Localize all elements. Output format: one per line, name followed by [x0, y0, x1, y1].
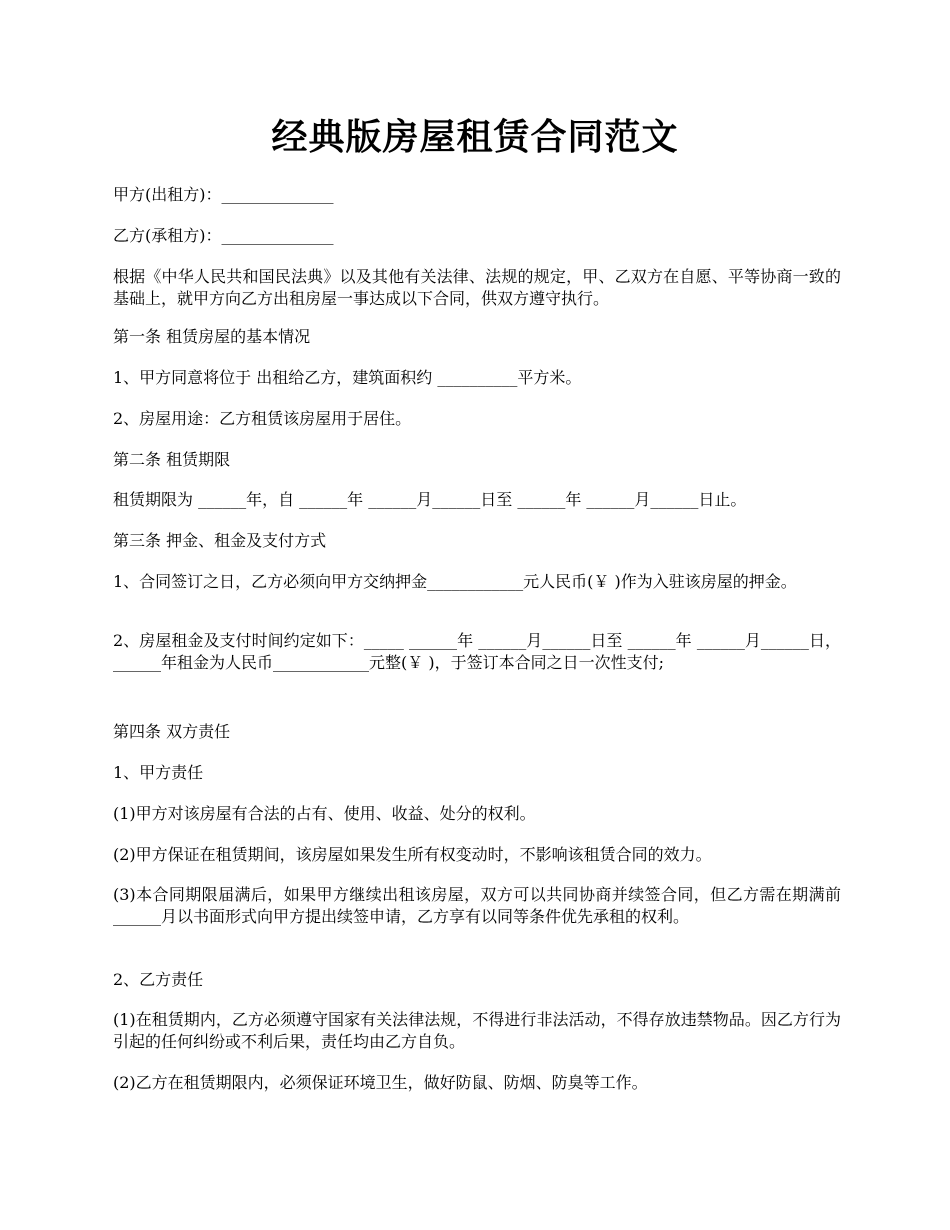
- party-a-duty-3: (3)本合同期限届满后，如果甲方继续出租该房屋，双方可以共同协商并续签合同，但乙方需在期满前______月以书面形式向甲方提出续签申请，乙方享有以同等条件优先承租的权利。: [113, 885, 841, 926]
- party-a-duty-2: (2)甲方保证在租赁期间，该房屋如果发生所有权变动时，不影响该租赁合同的效力。: [113, 845, 712, 864]
- party-b-line: 乙方(承租方)：______________: [113, 226, 334, 245]
- document-title: 经典版房屋租赁合同范文: [271, 116, 679, 158]
- party-a-duty-1: (1)甲方对该房屋有合法的占有、使用、收益、处分的权利。: [113, 804, 536, 823]
- preamble-paragraph: 根据《中华人民共和国民法典》以及其他有关法律、法规的规定，甲、乙双方在自愿、平等协商一致的基础上，就甲方向乙方出租房屋一事达成以下合同，供双方遵守执行。: [113, 267, 841, 308]
- article-1-clause-1: 1、甲方同意将位于 出租给乙方，建筑面积约 __________平方米。: [113, 368, 582, 387]
- article-1-clause-2: 2、房屋用途：乙方租赁该房屋用于居住。: [113, 409, 412, 428]
- article-2-heading: 第二条 租赁期限: [113, 450, 231, 469]
- party-a-line: 甲方(出租方)：______________: [113, 185, 334, 204]
- lease-term-paragraph: 租赁期限为 ______年，自 ______年 ______月______日至 ______年 ______月______日止。: [113, 490, 747, 509]
- article-1-heading: 第一条 租赁房屋的基本情况: [113, 327, 311, 346]
- article-3-heading: 第三条 押金、租金及支付方式: [113, 531, 327, 550]
- party-b-duty-1: (1)在租赁期内，乙方必须遵守国家有关法律法规，不得进行非法活动，不得存放违禁物品。因乙方行为引起的任何纠纷或不利后果，责任均由乙方自负。: [113, 1010, 841, 1051]
- party-b-duties-heading: 2、乙方责任: [113, 970, 204, 989]
- article-4-heading: 第四条 双方责任: [113, 722, 231, 741]
- party-b-duty-2: (2)乙方在租赁期限内，必须保证环境卫生，做好防鼠、防烟、防臭等工作。: [113, 1073, 648, 1092]
- party-a-duties-heading: 1、甲方责任: [113, 763, 204, 782]
- article-3-clause-2: 2、房屋租金及支付时间约定如下：_____ ______年 ______月______日至 ______年 ______月______日，______年租金为人民币____________元整(￥ )，于签订本合同之日一次性支付;: [113, 631, 841, 672]
- article-3-clause-1: 1、合同签订之日，乙方必须向甲方交纳押金____________元人民币(￥ )作为入驻该房屋的押金。: [113, 572, 797, 591]
